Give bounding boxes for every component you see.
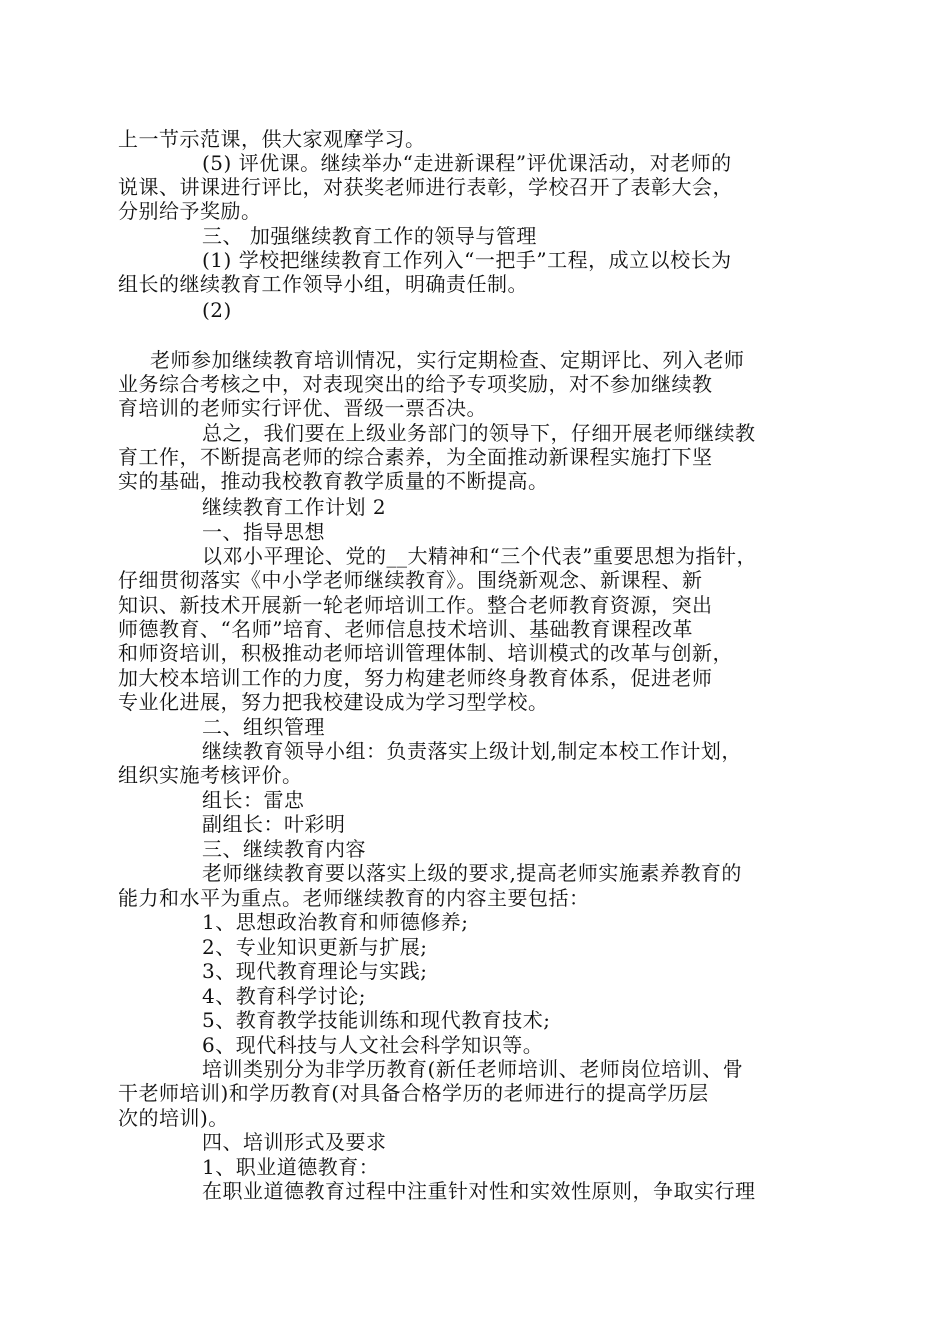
- text-line: 老师继续教育要以落实上级的要求,提高老师实施素养教育的: [202, 861, 742, 885]
- text-line: 实的基础，推动我校教育教学质量的不断提高。: [118, 469, 549, 493]
- section-heading: 三、 加强继续教育工作的领导与管理: [202, 224, 537, 248]
- text-line: 仔细贯彻落实《中小学老师继续教育》。围绕新观念、新课程、新: [118, 568, 703, 592]
- document-title: 继续教育工作计划 2: [202, 495, 387, 519]
- text-line: (5) 评优课。继续举办“走进新课程”评优课活动，对老师的: [202, 151, 732, 175]
- text-line: 专业化进展，努力把我校建设成为学习型学校。: [118, 690, 549, 714]
- text-line: 继续教育领导小组：负责落实上级计划,制定本校工作计划，: [202, 739, 742, 763]
- text-line: 副组长：叶彩明: [202, 812, 346, 836]
- text-line: 育工作，不断提高老师的综合素养，为全面推动新课程实施打下坚: [118, 445, 713, 469]
- text-line: 总之，我们要在上级业务部门的领导下，仔细开展老师继续教: [202, 421, 756, 445]
- text-line: 组长：雷忠: [202, 788, 305, 812]
- text-line: 干老师培训)和学历教育(对具备合格学历的老师进行的提高学历层: [118, 1081, 709, 1105]
- text-line: 组织实施考核评价。: [118, 763, 303, 787]
- text-line: 以邓小平理论、党的__大精神和“三个代表”重要思想为指针，: [202, 544, 757, 568]
- text-line: 和师资培训，积极推动老师培训管理体制、培训模式的改革与创新，: [118, 641, 733, 665]
- section-heading: 四、培训形式及要求: [202, 1130, 387, 1154]
- text-line: 在职业道德教育过程中注重针对性和实效性原则，争取实行理: [202, 1179, 756, 1203]
- text-line: 分别给予奖励。: [118, 199, 262, 223]
- text-line: 上一节示范课，供大家观摩学习。: [118, 127, 426, 151]
- text-line: 次的培训)。: [118, 1106, 229, 1130]
- text-line: 育培训的老师实行评优、晋级一票否决。: [118, 396, 487, 420]
- text-line: 老师参加继续教育培训情况，实行定期检查、定期评比、列入老师: [150, 348, 745, 372]
- list-item: 4、教育科学讨论;: [202, 984, 366, 1008]
- text-line: 组长的继续教育工作领导小组，明确责任制。: [118, 272, 528, 296]
- text-line: (2): [202, 298, 232, 322]
- text-line: 培训类别分为非学历教育(新任老师培训、老师岗位培训、骨: [202, 1057, 744, 1081]
- text-line: 知识、新技术开展新一轮老师培训工作。整合老师教育资源，突出: [118, 593, 713, 617]
- list-item: 6、现代科技与人文社会科学知识等。: [202, 1033, 544, 1057]
- text-line: 师德教育、“名师”培育、老师信息技术培训、基础教育课程改革: [118, 617, 693, 641]
- section-heading: 一、指导思想: [202, 520, 325, 544]
- list-item: 5、教育教学技能训练和现代教育技术;: [202, 1008, 551, 1032]
- text-line: (1) 学校把继续教育工作列入“一把手”工程，成立以校长为: [202, 248, 732, 272]
- list-item: 1、思想政治教育和师德修养;: [202, 910, 469, 934]
- text-line: 加大校本培训工作的力度，努力构建老师终身教育体系，促进老师: [118, 666, 713, 690]
- list-item: 3、现代教育理论与实践;: [202, 959, 428, 983]
- text-line: 说课、讲课进行评比，对获奖老师进行表彰，学校召开了表彰大会，: [118, 175, 733, 199]
- text-line: 1、职业道德教育：: [202, 1155, 380, 1179]
- list-item: 2、专业知识更新与扩展;: [202, 935, 428, 959]
- text-line: 能力和水平为重点。老师继续教育的内容主要包括：: [118, 886, 590, 910]
- section-heading: 三、继续教育内容: [202, 837, 366, 861]
- section-heading: 二、组织管理: [202, 715, 325, 739]
- text-line: 业务综合考核之中，对表现突出的给予专项奖励，对不参加继续教: [118, 372, 713, 396]
